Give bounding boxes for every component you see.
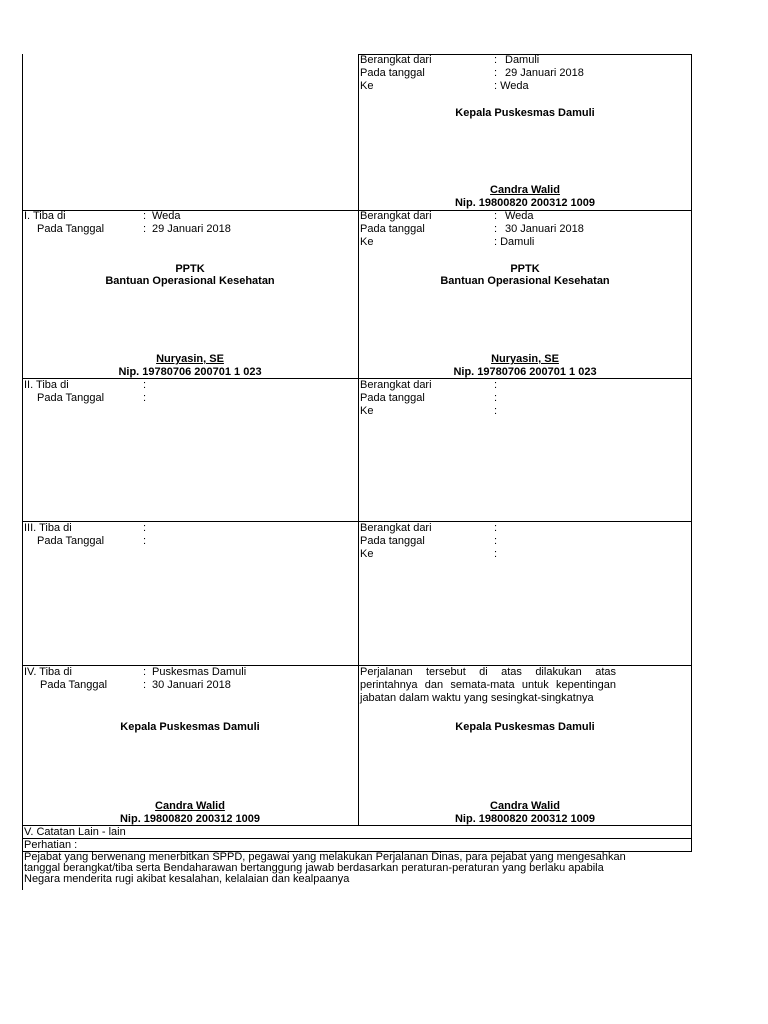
sec1-depart-from-colon: : [494, 210, 498, 222]
sec0-signer-name: Candra Walid [490, 184, 560, 196]
sec3-depart-date-label: Pada tanggal [360, 535, 425, 547]
sec1-depart-date-colon: : [494, 223, 498, 235]
sec4-statement [360, 666, 616, 705]
rule-left [22, 54, 23, 890]
sec1-left-name: Nuryasin, SE [156, 353, 224, 365]
sec2-depart-from-label: Berangkat dari [360, 379, 432, 391]
sec1-date-colon: : [143, 223, 147, 235]
sec1-right-title1: PPTK [510, 263, 540, 275]
sec1-depart-date-value: 30 Januari 2018 [505, 223, 584, 235]
sec0-date-label: Pada tanggal [360, 67, 425, 79]
sec2-to-label: Ke [360, 405, 374, 417]
sec0-date-colon: : [494, 67, 498, 79]
sec1-right-name: Nuryasin, SE [491, 353, 559, 365]
sec1-arrive-colon: : [143, 210, 147, 222]
sec0-signer-nip: Nip. 19800820 200312 1009 [454, 197, 596, 209]
sec3-depart-date-colon: : [494, 535, 498, 547]
attention-paragraph-line2: tanggal berangkat/tiba serta Bendaharawan bertanggung jawab berdasarkan peraturan-peraturan yang berlaku apabila [24, 862, 604, 874]
sec3-date-label: Pada Tanggal [37, 535, 105, 547]
sec4-right-title: Kepala Puskesmas Damuli [455, 721, 595, 733]
rule-row3 [22, 521, 692, 522]
sec1-arrive-value: Weda [152, 210, 181, 222]
sec1-right-nip: Nip. 19780706 200701 1 023 [453, 366, 597, 378]
sec4-arrive-colon: : [143, 666, 147, 678]
sec3-date-colon: : [143, 535, 147, 547]
sec1-depart-date-label: Pada tanggal [360, 223, 425, 235]
sec4-date-label: Pada Tanggal [40, 679, 108, 691]
sec2-depart-date-colon: : [494, 392, 498, 404]
sec0-signer-title: Kepala Puskesmas Damuli [455, 107, 595, 119]
sec4-statement-line1: Perjalanan tersebut di atas dilakukan atas [360, 666, 616, 678]
sec3-arrive-label: III. Tiba di [24, 522, 72, 534]
sec3-arrive-colon: : [143, 522, 147, 534]
sec4-arrive-value: Puskesmas Damuli [152, 666, 247, 678]
attention-paragraph-line1: Pejabat yang berwenang menerbitkan SPPD, pegawai yang melakukan Perjalanan Dinas, para pejabat yang mengesahkan [24, 851, 626, 863]
sec0-to-label: Ke [360, 80, 374, 92]
sec2-depart-date-label: Pada tanggal [360, 392, 425, 404]
sec1-depart-from-label: Berangkat dari [360, 210, 432, 222]
sec4-left-nip: Nip. 19800820 200312 1009 [119, 813, 261, 825]
sec4-date-colon: : [143, 679, 147, 691]
sec4-statement-line2: perintahnya dan semata-mata untuk kepentingan [360, 679, 616, 691]
rule-middle [358, 54, 359, 825]
sec0-depart-from-colon: : [494, 54, 498, 66]
sec0-to-value: : Weda [494, 80, 529, 92]
sec1-arrive-label: I. Tiba di [24, 210, 66, 222]
sec4-statement-line3: jabatan dalam waktu yang sesingkat-singkatnya [360, 692, 594, 704]
sec1-left-nip: Nip. 19780706 200701 1 023 [118, 366, 262, 378]
sec4-left-title: Kepala Puskesmas Damuli [120, 721, 260, 733]
sec1-depart-from-value: Weda [505, 210, 534, 222]
sec1-left-title1: PPTK [175, 263, 205, 275]
sec2-depart-from-colon: : [494, 379, 498, 391]
attention-label: Perhatian : [24, 839, 78, 851]
sec1-date-value: 29 Januari 2018 [152, 223, 231, 235]
sec2-to-colon: : [494, 405, 498, 417]
sec3-depart-from-label: Berangkat dari [360, 522, 432, 534]
sec3-depart-from-colon: : [494, 522, 498, 534]
sec1-left-title2: Bantuan Operasional Kesehatan [105, 275, 275, 287]
sec2-date-label: Pada Tanggal [37, 392, 105, 404]
sec0-depart-from-value: Damuli [505, 54, 540, 66]
sec0-depart-from-label: Berangkat dari [360, 54, 432, 66]
sec1-right-title2: Bantuan Operasional Kesehatan [440, 275, 610, 287]
sec3-to-colon: : [494, 548, 498, 560]
sec0-date-value: 29 Januari 2018 [505, 67, 584, 79]
sec2-arrive-label: II. Tiba di [24, 379, 69, 391]
sec2-date-colon: : [143, 392, 147, 404]
sec4-arrive-label: IV. Tiba di [24, 666, 72, 678]
sec4-date-value: 30 Januari 2018 [152, 679, 231, 691]
rule-row1 [22, 210, 692, 211]
sec1-to-label: Ke [360, 236, 374, 248]
other-notes-label: V. Catatan Lain - lain [24, 826, 126, 838]
sec3-to-label: Ke [360, 548, 374, 560]
sec1-date-label: Pada Tanggal [37, 223, 105, 235]
sec4-right-name: Candra Walid [490, 800, 560, 812]
sec2-arrive-colon: : [143, 379, 147, 391]
sec4-right-nip: Nip. 19800820 200312 1009 [454, 813, 596, 825]
attention-paragraph-line3: Negara menderita rugi akibat kesalahan, kelalaian dan kealpaanya [24, 873, 350, 885]
sec1-to-value: : Damuli [494, 236, 535, 248]
sec4-left-name: Candra Walid [155, 800, 225, 812]
